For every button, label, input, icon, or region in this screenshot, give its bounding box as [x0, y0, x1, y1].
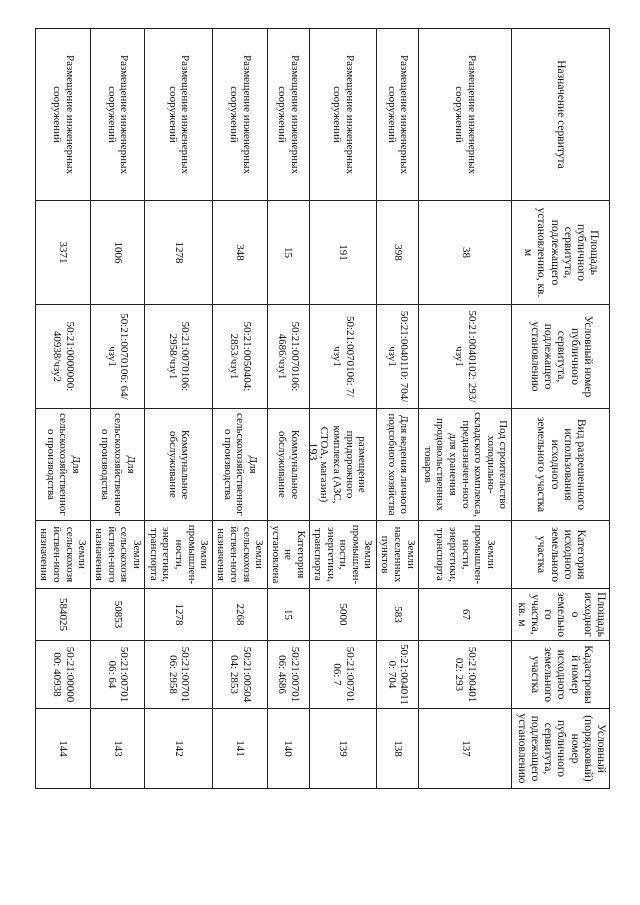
cell-permitted-use: Для ведения личного подсобного хозяйства — [377, 409, 419, 521]
cell-row-number: 144 — [36, 709, 91, 789]
cell-cadastral-number: 50:21:0070106: 7 — [309, 641, 377, 709]
cell-cadastral-number: 50:21:0070106: 64 — [90, 641, 145, 709]
cell-servitude-area: 15 — [267, 201, 309, 305]
cell-purpose: Размещение инженерных сооружений — [145, 29, 213, 201]
cell-servitude-number: 50:21:0070106: 2958/чзу1 — [145, 305, 213, 409]
table-row — [213, 29, 268, 789]
table-row — [90, 29, 145, 789]
cell-cadastral-number: 50:21:0070106: 4686 — [267, 641, 309, 709]
cell-servitude-number: 50:21:0040102: 293/чзу1 — [418, 305, 511, 409]
rotated-table-container — [35, 28, 610, 788]
cell-category: Категория не установлена — [267, 521, 309, 589]
cell-servitude-area: 3371 — [36, 201, 91, 305]
cell-permitted-use: Для сельскохозяйственного производства — [213, 409, 268, 521]
cell-cadastral-number: 50:21:0070106: 2958 — [145, 641, 213, 709]
cell-row-number: 141 — [213, 709, 268, 789]
cell-permitted-use: Коммунальное обслуживание — [267, 409, 309, 521]
cell-row-number: 143 — [90, 709, 145, 789]
cell-purpose: Размещение инженерных сооружений — [377, 29, 419, 201]
table-row — [309, 29, 377, 789]
cell-category: Земли промышлен-ности, энергетики, транспорта — [418, 521, 511, 589]
cell-row-number: 142 — [145, 709, 213, 789]
header-cell: Площадь публичного сервитута, подлежащего установлению, кв. м — [512, 201, 610, 305]
cell-purpose: Размещение инженерных сооружений — [213, 29, 268, 201]
cell-category: Земли промышлен-ности, энергетики, транспорта — [309, 521, 377, 589]
cell-permitted-use: Для сельскохозяйственного производства — [36, 409, 91, 521]
cell-cadastral-number: 50:21:0000000: 40938 — [36, 641, 91, 709]
cell-servitude-area: 1006 — [90, 201, 145, 305]
cell-row-number: 137 — [418, 709, 511, 789]
cell-category: Земли сельскохозяйствен-ного назначения — [213, 521, 268, 589]
cell-purpose: Размещение инженерных сооружений — [90, 29, 145, 201]
cell-servitude-number: 50:21:0040110: 704/чзу1 — [377, 305, 419, 409]
cell-servitude-area: 38 — [418, 201, 511, 305]
header-cell: Категория исходного земельного участка — [512, 521, 610, 589]
cell-permitted-use: Для сельскохозяйственного производства — [90, 409, 145, 521]
page-number: 193 — [306, 442, 321, 461]
cell-purpose: Размещение инженерных сооружений — [309, 29, 377, 201]
cell-plot-area: 584025 — [36, 589, 91, 641]
cell-plot-area: 5000 — [309, 589, 377, 641]
cell-row-number: 139 — [309, 709, 377, 789]
cell-plot-area: 583 — [377, 589, 419, 641]
table-row — [377, 29, 419, 789]
cell-purpose: Размещение инженерных сооружений — [36, 29, 91, 201]
cell-cadastral-number: 50:21:0050404: 2853 — [213, 641, 268, 709]
cell-purpose: Размещение инженерных сооружений — [418, 29, 511, 201]
header-cell: Условный (порядковый) номер публичного сервитута, подлежащего установлению — [512, 709, 610, 789]
cell-permitted-use: Коммунальное обслуживание — [145, 409, 213, 521]
cell-servitude-number: 50:21:0070106: 7/чзу1 — [309, 305, 377, 409]
cell-servitude-area: 1278 — [145, 201, 213, 305]
cell-purpose: Размещение инженерных сооружений — [267, 29, 309, 201]
cell-row-number: 140 — [267, 709, 309, 789]
table-row — [267, 29, 309, 789]
header-cell: Назначение сервитута — [512, 29, 610, 201]
cell-servitude-number: 50:21:0050404: 2853/чзу1 — [213, 305, 268, 409]
cell-servitude-number: 50:21:0000000: 40938/чзу2 — [36, 305, 91, 409]
cell-plot-area: 50853 — [90, 589, 145, 641]
cell-category: Земли населенных пунктов — [377, 521, 419, 589]
cell-permitted-use: размещение придорожного комплекса (АЗС, СТОА, магазин) — [309, 409, 377, 521]
header-cell: Вид разрешенного использования исходного земельного участка — [512, 409, 610, 521]
cell-cadastral-number: 50:21:0040110: 704 — [377, 641, 419, 709]
servitude-table — [35, 28, 610, 789]
cell-plot-area: 1278 — [145, 589, 213, 641]
cell-plot-area: 2268 — [213, 589, 268, 641]
cell-row-number: 138 — [377, 709, 419, 789]
cell-servitude-number: 50:21:0070106: 4686/чзу1 — [267, 305, 309, 409]
cell-servitude-area: 348 — [213, 201, 268, 305]
cell-servitude-area: 191 — [309, 201, 377, 305]
cell-plot-area: 67 — [418, 589, 511, 641]
cell-plot-area: 15 — [267, 589, 309, 641]
cell-category: Земли сельскохозяйствен-ного назначения — [90, 521, 145, 589]
header-cell: Площадь исходного земельного участка, кв. м — [512, 589, 610, 641]
header-cell: Условный номер публичного сервитута, подлежащего установлению — [512, 305, 610, 409]
cell-permitted-use: Под строительство холодильно-складского комплекса, предназначен-ного для хранения продовольственных товаров — [418, 409, 511, 521]
header-cell: Кадастровый номер исходного земельного участка — [512, 641, 610, 709]
cell-servitude-number: 50:21:0070106: 64/чзу1 — [90, 305, 145, 409]
table-row — [36, 29, 91, 789]
table-row — [418, 29, 511, 789]
cell-category: Земли промышлен-ности, энергетики, транспорта — [145, 521, 213, 589]
header-row — [512, 29, 610, 789]
table-row — [145, 29, 213, 789]
cell-category: Земли сельскохозяйствен-ного назначения — [36, 521, 91, 589]
cell-cadastral-number: 50:21:0040102: 293 — [418, 641, 511, 709]
cell-servitude-area: 398 — [377, 201, 419, 305]
